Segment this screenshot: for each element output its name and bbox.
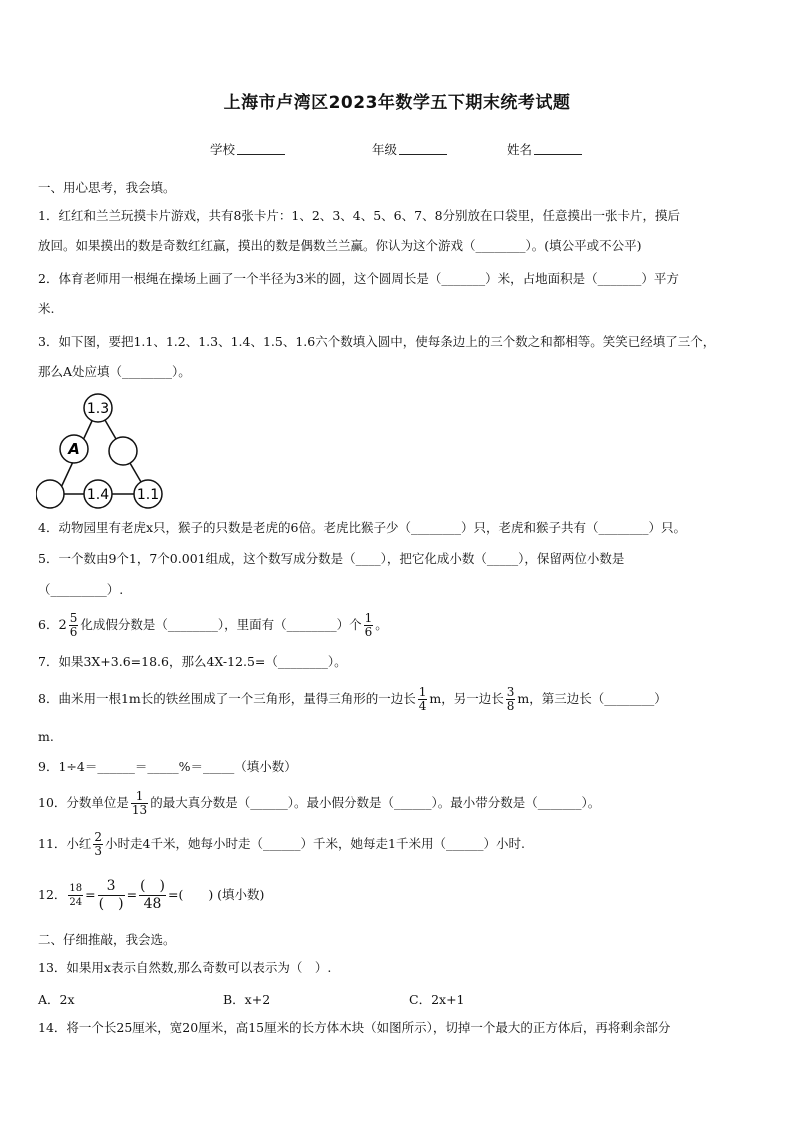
question-3-line-2: 那么A处应填（________）。 xyxy=(38,364,191,379)
question-5-line-2: （_________）. xyxy=(38,582,124,597)
question-8-text-b: m，另一边长 xyxy=(429,691,504,706)
question-13-option-c[interactable]: C．2x+1 xyxy=(409,992,465,1007)
grade-blank[interactable] xyxy=(399,142,447,155)
question-10-text-b: 的最大真分数是（______）。最小假分数是（______）。最小带分数是（_______）。 xyxy=(150,795,601,810)
fraction-2-3 xyxy=(93,831,103,858)
question-13-option-a[interactable]: A．2x xyxy=(38,992,75,1007)
fraction-numerator: 5 xyxy=(69,611,78,625)
fraction-denominator: 24 xyxy=(69,897,83,908)
fraction-numerator: 2 xyxy=(94,830,103,844)
fraction-1-4 xyxy=(418,686,428,713)
question-14: 14．将一个长25厘米，宽20厘米，高15厘米的长方体木块（如图所示），切掉一个最大的正方体后，再将剩余部分 xyxy=(38,1020,671,1035)
fraction-numerator: 3 xyxy=(506,685,515,699)
question-6-text: 化成假分数是（________），里面有（________）个 xyxy=(80,617,362,632)
question-8-line-2: m. xyxy=(38,729,54,744)
question-8-text-c: m，第三边长（________） xyxy=(517,691,667,706)
exam-title: 上海市卢湾区2023年数学五下期末统考试题 xyxy=(223,93,571,113)
question-12 xyxy=(38,876,756,914)
fraction-1-6 xyxy=(364,612,374,639)
equals-sign: = xyxy=(126,887,138,902)
question-8-text-a: 8．曲米用一根1m长的铁丝围成了一个三角形，量得三角形的一边长 xyxy=(38,691,416,706)
mixed-number-whole: 2 xyxy=(58,617,67,633)
question-11-text-b: 小时走4千米，她每小时走（______）千米，她每走1千米用（______）小时. xyxy=(105,836,525,851)
school-field[interactable] xyxy=(210,140,285,158)
question-6 xyxy=(38,608,756,643)
question-13: 13．如果用x表示自然数,那么奇数可以表示为（ ）. xyxy=(38,960,332,975)
question-2-line-1: 2．体育老师用一根绳在操场上画了一个半径为3米的圆，这个圆周长是（_______）米，占地面积是（_______）平方 xyxy=(38,271,679,286)
fraction-numerator: 1 xyxy=(364,611,373,625)
question-8-line-1 xyxy=(38,682,756,716)
circle-bottom-mid-label: 1.4 xyxy=(86,487,110,503)
grade-label: 年级 xyxy=(372,142,398,157)
fraction-denominator: 8 xyxy=(506,699,515,713)
fraction-numerator: 3 xyxy=(98,878,125,896)
fraction-3-8 xyxy=(506,686,516,713)
name-label: 姓名 xyxy=(507,142,533,157)
question-10 xyxy=(38,786,756,820)
section-2-heading: 二、仔细推敲，我会选。 xyxy=(38,932,176,947)
circle-top-label: 1.3 xyxy=(86,401,110,417)
fraction-denominator: 13 xyxy=(131,803,148,817)
name-field[interactable] xyxy=(507,140,582,158)
fraction-denominator: 4 xyxy=(418,699,427,713)
fraction-denominator: 6 xyxy=(69,625,78,639)
circle-right-mid xyxy=(109,437,137,465)
question-10-text-a: 10．分数单位是 xyxy=(38,795,129,810)
fraction-numerator: 1 xyxy=(131,790,148,804)
grade-field[interactable] xyxy=(372,140,447,158)
question-12-tail: =( ) (填小数) xyxy=(167,887,265,902)
fraction-blank-48 xyxy=(139,878,166,913)
fraction-numerator: 1 xyxy=(418,685,427,699)
fraction-3-blank xyxy=(98,878,125,913)
question-7: 7．如果3X+3.6=18.6，那么4X-12.5=（________）。 xyxy=(38,654,347,669)
fraction-1-13 xyxy=(131,790,148,817)
fraction-numerator: 18 xyxy=(69,883,83,894)
name-blank[interactable] xyxy=(534,142,582,155)
section-1-heading: 一、用心思考，我会填。 xyxy=(38,180,176,195)
school-label: 学校 xyxy=(210,142,236,157)
school-blank[interactable] xyxy=(237,142,285,155)
question-2-line-2: 米. xyxy=(38,301,55,316)
circle-bottom-left xyxy=(36,480,64,508)
triangle-circle-figure xyxy=(36,392,166,512)
fraction-denominator: 48 xyxy=(143,896,162,912)
question-5-line-1: 5．一个数由9个1，7个0.001组成，这个数写成分数是（____），把它化成小数（_____），保留两位小数是 xyxy=(38,551,625,566)
circle-a-label: A xyxy=(68,440,80,458)
fraction-denominator-blank[interactable]: ( ) xyxy=(98,896,124,912)
question-12-prefix: 12． xyxy=(38,887,67,902)
question-9: 9．1÷4＝______＝_____%＝_____（填小数） xyxy=(38,759,297,774)
fraction-denominator: 3 xyxy=(94,844,103,858)
question-11-text-a: 11．小红 xyxy=(38,836,92,851)
question-6-end: 。 xyxy=(375,617,388,632)
circle-bottom-right-label: 1.1 xyxy=(136,487,160,503)
fraction-numerator-blank[interactable]: ( ) xyxy=(140,878,165,894)
fraction-5-6 xyxy=(69,612,79,639)
question-13-option-b[interactable]: B．x+2 xyxy=(223,992,271,1007)
question-3-line-1: 3．如下图，要把1.1、1.2、1.3、1.4、1.5、1.6六个数填入圆中，使每条边上的三个数之和都相等。笑笑已经填了三个， xyxy=(38,334,716,349)
fraction-denominator: 6 xyxy=(364,625,373,639)
question-1-line-2: 放回。如果摸出的数是奇数红红赢，摸出的数是偶数兰兰赢。你认为这个游戏（________）。(填公平或不公平) xyxy=(38,238,642,253)
question-4: 4．动物园里有老虎x只，猴子的只数是老虎的6倍。老虎比猴子少（________）只，老虎和猴子共有（________）只。 xyxy=(38,520,686,535)
question-6-prefix: 6． xyxy=(38,617,59,632)
fraction-18-24 xyxy=(68,882,83,909)
question-1-line-1: 1．红红和兰兰玩摸卡片游戏，共有8张卡片：1、2、3、4、5、6、7、8分别放在口袋里，任意摸出一张卡片，摸后 xyxy=(38,208,681,223)
question-11 xyxy=(38,827,756,861)
equals-sign: = xyxy=(85,887,96,902)
